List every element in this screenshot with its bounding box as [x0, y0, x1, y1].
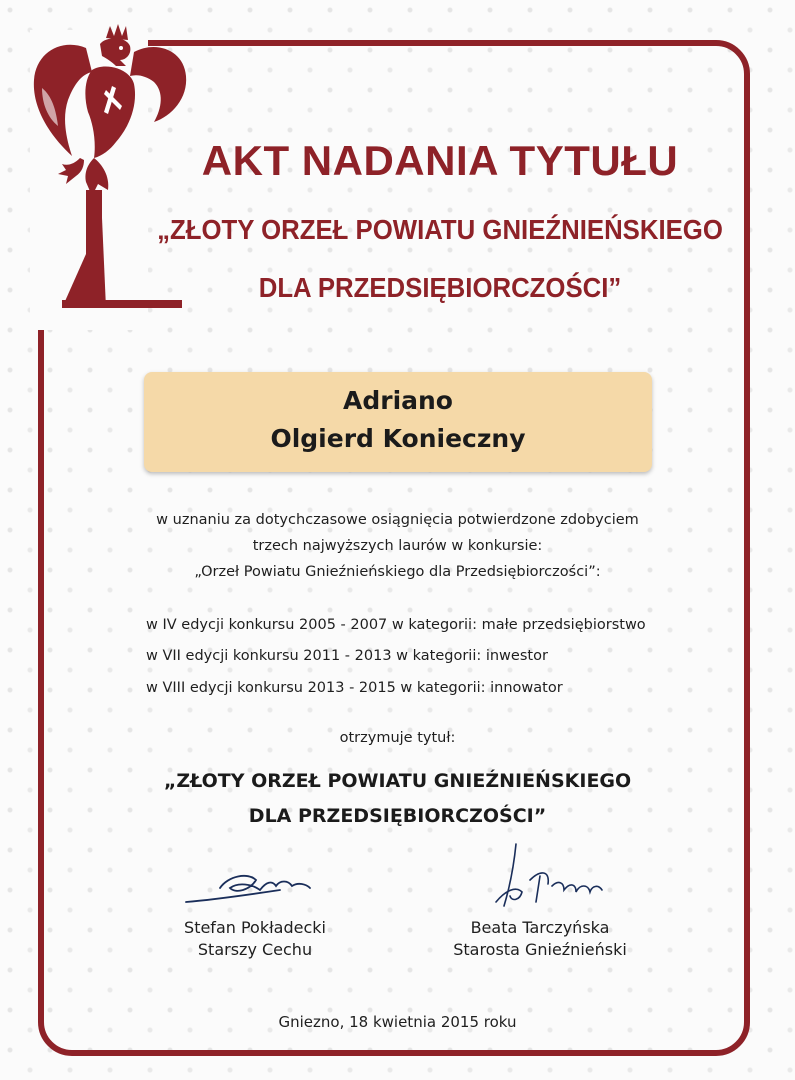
certificate-title: AKT NADANIA TYTUŁU — [201, 137, 679, 184]
subtitle-line-2: DLA PRZEDSIĘBIORCZOŚCI” — [258, 272, 622, 303]
award-title-line-1: „ZŁOTY ORZEŁ POWIATU GNIEŹNIEŃSKIEGO — [163, 770, 632, 792]
award-title-line-2: DLA PRZEDSIĘBIORCZOŚCI” — [248, 805, 547, 827]
recognition-line-3: „Orzeł Powiatu Gnieźnieńskiego dla Przedsiębiorczości”: — [194, 564, 601, 580]
recipient-first-name: Adriano — [343, 386, 453, 415]
edition-line-vii: w VII edycji konkursu 2011 - 2013 w kategorii: inwestor — [146, 648, 548, 664]
receives-title-text: otrzymuje tytuł: — [339, 730, 456, 746]
subtitle-line-1: „ZŁOTY ORZEŁ POWIATU GNIEŹNIEŃSKIEGO — [157, 214, 723, 245]
recognition-line-1: w uznaniu za dotychczasowe osiągnięcia potwierdzone zdobyciem — [156, 512, 639, 528]
place-and-date: Gniezno, 18 kwietnia 2015 roku — [278, 1013, 517, 1031]
recipient-name-box — [144, 372, 652, 472]
recipient-full-name: Olgierd Konieczny — [270, 424, 526, 453]
signature-left-icon — [180, 862, 320, 910]
signatory-right-role: Starosta Gnieźnieński — [453, 940, 627, 959]
edition-line-viii: w VIII edycji konkursu 2013 - 2015 w kategorii: innowator — [146, 680, 563, 696]
signature-right-icon — [480, 840, 620, 920]
edition-line-iv: w IV edycji konkursu 2005 - 2007 w kategorii: małe przedsiębiorstwo — [146, 617, 646, 633]
signatory-left-role: Starszy Cechu — [197, 940, 313, 959]
recognition-line-2: trzech najwyższych laurów w konkursie: — [252, 538, 543, 554]
signatory-right-name: Beata Tarczyńska — [470, 918, 610, 937]
signatory-left-name: Stefan Pokładecki — [184, 918, 326, 937]
